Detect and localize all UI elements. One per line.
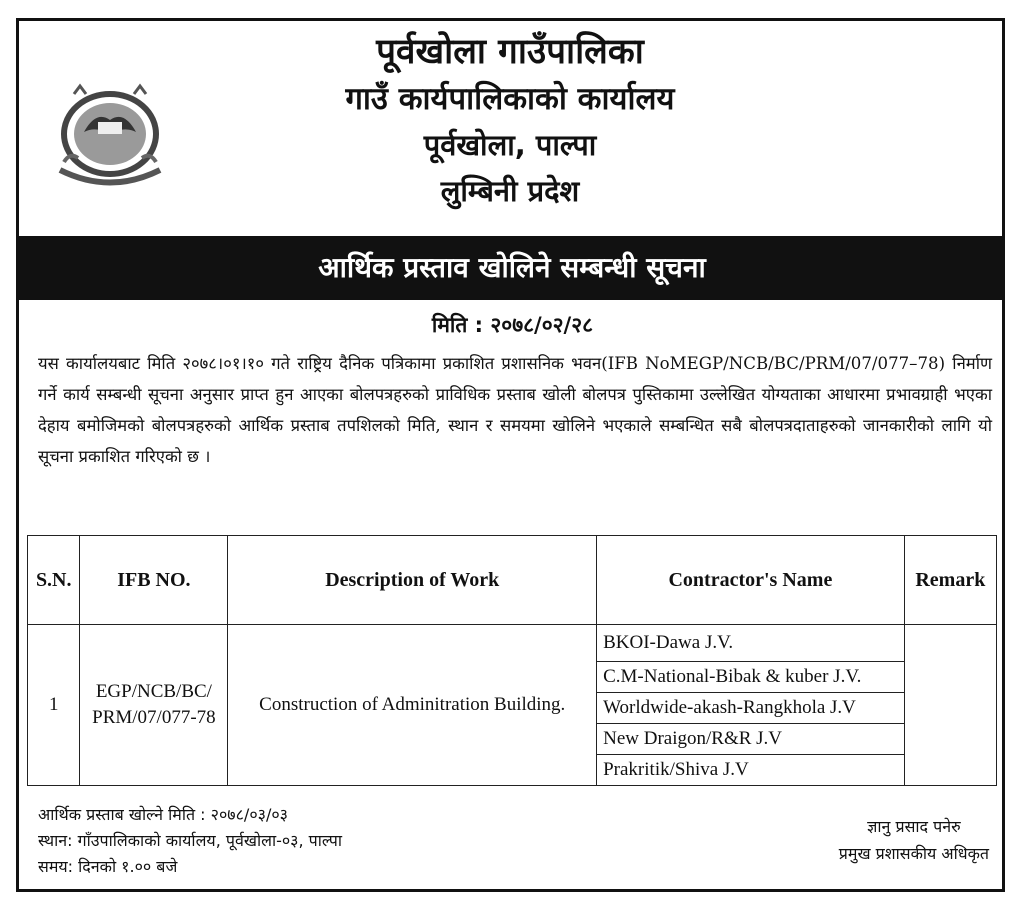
opening-time: समय: दिनको १.०० बजे	[38, 857, 178, 876]
contractor-item: BKOI-Dawa J.V.	[597, 625, 904, 662]
contractor-item: New Draigon/R&R J.V	[597, 724, 904, 755]
row-contractors	[597, 625, 905, 786]
office-name: गाउँ कार्यपालिकाको कार्यालय	[345, 81, 675, 117]
header-remark: Remark	[904, 536, 996, 625]
ifb-line-1: EGP/NCB/BC/	[95, 681, 212, 702]
signatory-name: ज्ञानु प्रसाद पनेरु	[867, 817, 961, 836]
table-row	[28, 625, 997, 786]
row-description: Construction of Adminitration Building.	[228, 625, 597, 786]
header-description: Description of Work	[228, 536, 597, 625]
notice-date: मिति : २०७८/०२/२८	[431, 313, 594, 337]
notice-body: यस कार्यालयबाट मिति २०७८।०१।१० गते राष्ट्रिय दैनिक पत्रिकामा प्रकाशित प्रशासनिक भवन(IFB NoMEGP/NCB/BC/PRM/07/077–78) निर्माण गर्ने कार्य सम्बन्धी सूचना अनुसार प्राप्त हुन आएका बोलपत्रहरुको प्राविधिक प्रस्ताब खोली बोलपत्र पुस्तिकामा उल्लेखित योग्यताका आधारमा प्रभावग्राही भएका देहाय बमोजिमको बोलपत्रहरुको आर्थिक प्रस्ताब तपशिलको मिति, स्थान र समयमा खोलिने भएकाले सम्बन्धित सबै बोलपत्रदाताहरुको जानकारीको लागि यो सूचना प्रकाशित गरिएको छ ।	[38, 354, 992, 466]
contractor-item: Worldwide-akash-Rangkhola J.V	[597, 693, 904, 724]
row-remark	[904, 625, 996, 786]
opening-date: आर्थिक प्रस्ताब खोल्ने मिति : २०७८/०३/०३	[38, 805, 288, 824]
row-sn: 1	[28, 625, 80, 786]
province-name: लुम्बिनी प्रदेश	[440, 174, 580, 208]
opening-details	[38, 802, 342, 880]
header-ifb: IFB NO.	[80, 536, 228, 625]
bid-table	[27, 535, 997, 786]
row-ifb	[80, 625, 228, 786]
office-location: पूर्वखोला, पाल्पा	[423, 128, 597, 162]
contractor-item: C.M-National-Bibak & kuber J.V.	[597, 662, 904, 693]
office-header	[200, 28, 820, 214]
notice-title-banner: आर्थिक प्रस्ताव खोलिने सम्बन्धी सूचना	[19, 236, 1005, 300]
ifb-line-2: PRM/07/077-78	[92, 707, 216, 728]
header-contractor: Contractor's Name	[597, 536, 905, 625]
nepal-government-emblem-icon	[40, 70, 180, 195]
municipality-name: पूर्वखोला गाउँपालिका	[376, 32, 644, 72]
header-sn: S.N.	[28, 536, 80, 625]
opening-place: स्थान: गाँउपालिकाको कार्यालय, पूर्वखोला-०३, पाल्पा	[38, 831, 343, 850]
contractor-item: Prakritik/Shiva J.V	[603, 759, 749, 780]
signatory-block	[839, 813, 989, 867]
contractor-list	[597, 625, 904, 785]
signatory-title: प्रमुख प्रशासकीय अधिकृत	[838, 844, 989, 863]
table-header-row	[28, 536, 997, 625]
